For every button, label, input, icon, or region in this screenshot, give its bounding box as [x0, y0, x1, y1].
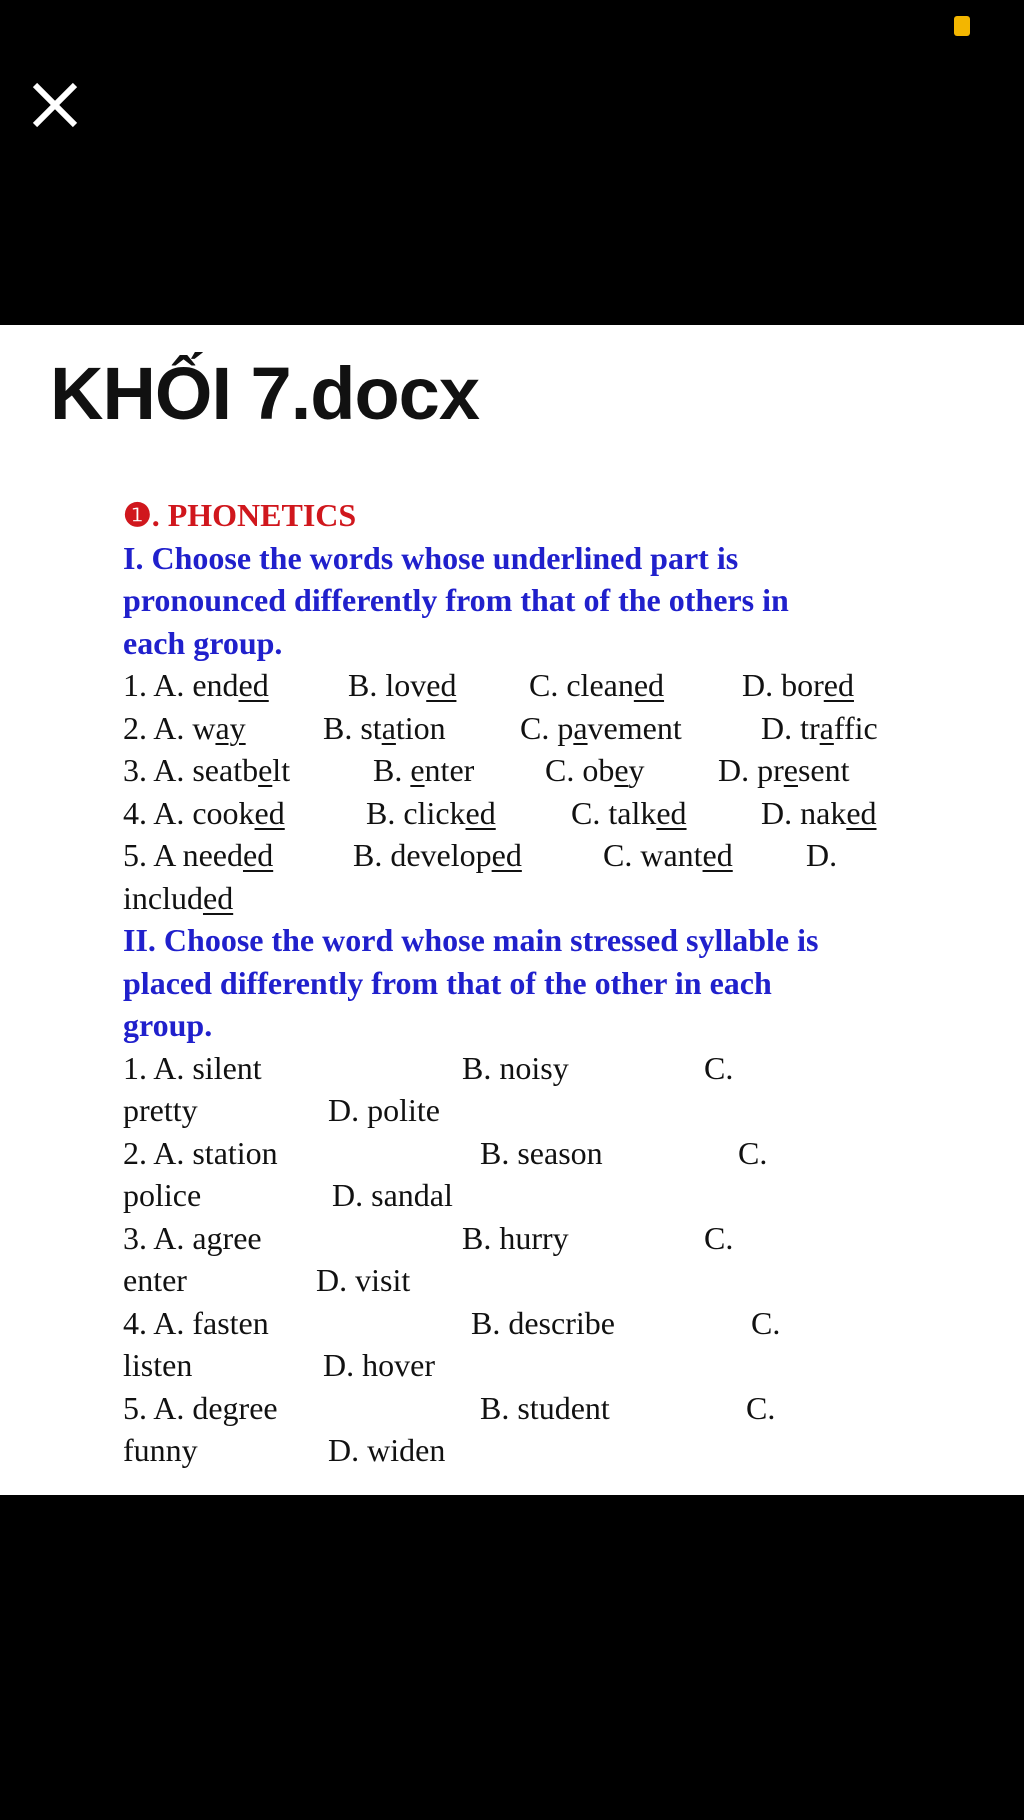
- part1-question-row: [123, 707, 923, 750]
- document-title: KHỐI 7.docx: [50, 352, 479, 435]
- option-c: C. wanted: [603, 837, 733, 873]
- option-a: 4. A. cooked: [123, 794, 285, 831]
- document-content: [123, 494, 923, 1472]
- part2-question-row: [123, 1387, 923, 1430]
- option-c: C. obey: [545, 752, 645, 788]
- option-c: listen: [123, 1347, 193, 1383]
- section-heading: ❶. PHONETICS: [123, 497, 357, 533]
- part1-question-row: [123, 834, 923, 877]
- part1-question-row: [123, 749, 923, 792]
- option-a: 5. A needed: [123, 837, 274, 873]
- option-c: enter: [123, 1262, 187, 1298]
- option-a: 1. A. ended: [123, 667, 269, 703]
- option-b: B. loved: [348, 667, 457, 703]
- part1-question-row: [123, 792, 923, 835]
- option-b: B. station: [323, 709, 446, 746]
- part2-instruction-line: group.: [123, 1007, 213, 1043]
- part1-instruction-line: I. Choose the words whose underlined part is: [123, 539, 739, 576]
- part1-instruction-line: pronounced differently from that of the others in: [123, 582, 789, 618]
- bottom-bar: [0, 1495, 1024, 1820]
- option-c: C. pavement: [520, 709, 682, 746]
- option-b: B. hurry: [462, 1219, 569, 1256]
- option-b: B. describe: [471, 1304, 615, 1341]
- option-d: included: [123, 879, 234, 916]
- option-d: D. hover: [323, 1347, 435, 1383]
- part2-question-row-continued: [123, 1259, 923, 1302]
- part2-instruction-line: placed differently from that of the other in each: [123, 964, 772, 1001]
- option-c-label: C.: [738, 1134, 768, 1171]
- part1-question-row-continued: [123, 877, 923, 920]
- recording-indicator-dot: [954, 16, 970, 36]
- option-a: 4. A. fasten: [123, 1304, 269, 1341]
- option-c: funny: [123, 1432, 198, 1468]
- option-d-label: D.: [806, 837, 838, 873]
- part2-instruction-line: II. Choose the word whose main stressed syllable is: [123, 922, 819, 958]
- option-c-label: C.: [704, 1049, 734, 1086]
- option-a: 1. A. silent: [123, 1049, 262, 1086]
- part1-instruction-line: each group.: [123, 624, 283, 661]
- part2-question-row-continued: [123, 1344, 923, 1387]
- option-d: D. naked: [761, 794, 877, 831]
- option-d: D. traffic: [761, 709, 878, 746]
- option-b: B. student: [480, 1389, 610, 1426]
- option-b: B. clicked: [366, 794, 496, 831]
- option-a: 3. A. seatbelt: [123, 752, 291, 788]
- option-c: C. talked: [571, 794, 687, 831]
- option-d: D. present: [718, 752, 850, 788]
- option-c: C. cleaned: [529, 667, 665, 703]
- part1-question-row: [123, 664, 923, 707]
- close-button[interactable]: [28, 78, 82, 132]
- part2-question-row: [123, 1132, 923, 1175]
- option-c-label: C.: [704, 1219, 734, 1256]
- part2-question-row-continued: [123, 1089, 923, 1132]
- close-icon: [28, 78, 82, 132]
- option-d: D. visit: [316, 1262, 411, 1298]
- part2-question-row: [123, 1302, 923, 1345]
- option-d: D. widen: [328, 1432, 446, 1468]
- document-preview[interactable]: [0, 325, 1024, 1495]
- part2-question-row-continued: [123, 1174, 923, 1217]
- option-b: B. enter: [373, 752, 475, 788]
- option-d: D. sandal: [332, 1177, 453, 1213]
- option-b: B. season: [480, 1134, 603, 1171]
- option-b: B. noisy: [462, 1049, 569, 1086]
- option-c-label: C.: [746, 1389, 776, 1426]
- option-d: D. bored: [742, 667, 854, 703]
- option-b: B. developed: [353, 837, 522, 873]
- option-a: 3. A. agree: [123, 1219, 262, 1256]
- option-a: 5. A. degree: [123, 1389, 278, 1426]
- option-c: pretty: [123, 1092, 198, 1128]
- option-c: police: [123, 1177, 202, 1213]
- option-c-label: C.: [751, 1304, 781, 1341]
- part2-question-row: [123, 1217, 923, 1260]
- option-a: 2. A. station: [123, 1134, 278, 1171]
- part2-question-row-continued: [123, 1429, 923, 1472]
- option-d: D. polite: [328, 1092, 440, 1128]
- top-bar: [0, 0, 1024, 325]
- part2-question-row: [123, 1047, 923, 1090]
- option-a: 2. A. way: [123, 709, 246, 746]
